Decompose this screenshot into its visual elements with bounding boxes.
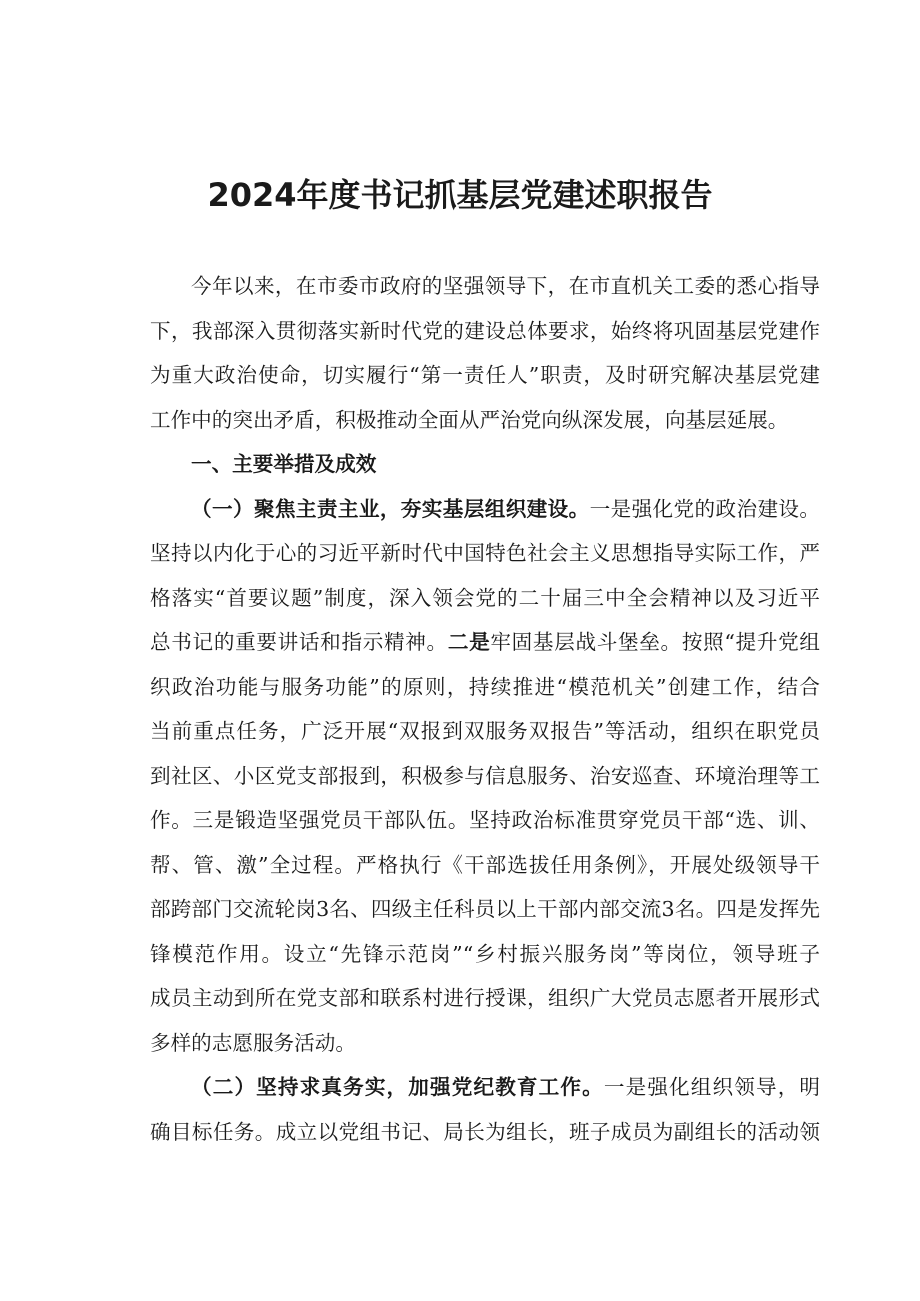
subsection-first-line bbox=[150, 1065, 820, 1110]
paragraph-text: 总书记的重要讲话和指示精神。 bbox=[150, 630, 448, 654]
paragraph-line: 帮、管、激”全过程。严格执行《干部选拔任用条例》，开展处级领导干 bbox=[150, 852, 820, 877]
subsection-first-line bbox=[150, 487, 820, 532]
paragraph-line: 部跨部门交流轮岗3名、四级主任科员以上干部内部交流3名。四是发挥先 bbox=[150, 897, 820, 921]
intro-line: 下，我部深入贯彻落实新时代党的建设总体要求，始终将巩固基层党建作 bbox=[150, 318, 820, 343]
paragraph-line: 确目标任务。成立以党组书记、局长为组长，班子成员为副组长的活动领 bbox=[150, 1119, 820, 1144]
intro-line: 为重大政治使命，切实履行“第一责任人”职责，及时研究解决基层党建 bbox=[150, 363, 820, 387]
subsection-heading: （二）坚持求真务实，加强党纪教育工作。 bbox=[191, 1075, 604, 1099]
paragraph-line: 作。三是锻造坚强党员干部队伍。坚持政治标准贯穿党员干部“选、训、 bbox=[150, 808, 820, 832]
document-title: 2024年度书记抓基层党建述职报告 bbox=[207, 176, 713, 214]
paragraph-line: 当前重点任务，广泛开展“双报到双服务双报告”等活动，组织在职党员 bbox=[150, 719, 820, 743]
paragraph-line: 织政治功能与服务功能”的原则，持续推进“模范机关”创建工作，结合 bbox=[150, 674, 820, 699]
paragraph-line: 多样的志愿服务活动。 bbox=[150, 1030, 356, 1055]
subsection-text: 一是强化党的政治建设。 bbox=[589, 496, 820, 521]
paragraph-text: 牢固基层战斗堡垒。按照“提升党组 bbox=[490, 630, 820, 654]
section-heading: 一、主要举措及成效 bbox=[191, 452, 377, 476]
subsection-text: 一是强化组织领导，明 bbox=[603, 1075, 821, 1099]
paragraph-line: 格落实“首要议题”制度，深入领会党的二十届三中全会精神以及习近平 bbox=[150, 585, 820, 610]
subsection-heading: （一）聚焦主责主业，夯实基层组织建设。 bbox=[191, 496, 590, 521]
emphasis-text: 二是 bbox=[447, 630, 491, 654]
document-body bbox=[150, 264, 820, 1154]
paragraph-line: 成员主动到所在党支部和联系村进行授课，组织广大党员志愿者开展形式 bbox=[150, 986, 820, 1010]
paragraph-line: 坚持以内化于心的习近平新时代中国特色社会主义思想指导实际工作，严 bbox=[150, 541, 820, 565]
paragraph-line bbox=[150, 620, 820, 665]
paragraph-line: 锋模范作用。设立“先锋示范岗”“乡村振兴服务岗”等岗位，领导班子 bbox=[150, 941, 820, 966]
intro-line: 工作中的突出矛盾，积极推动全面从严治党向纵深发展，向基层延展。 bbox=[150, 407, 789, 432]
paragraph-line: 到社区、小区党支部报到，积极参与信息服务、治安巡查、环境治理等工 bbox=[150, 763, 820, 788]
intro-line: 今年以来，在市委市政府的坚强领导下，在市直机关工委的悉心指导 bbox=[191, 274, 820, 298]
